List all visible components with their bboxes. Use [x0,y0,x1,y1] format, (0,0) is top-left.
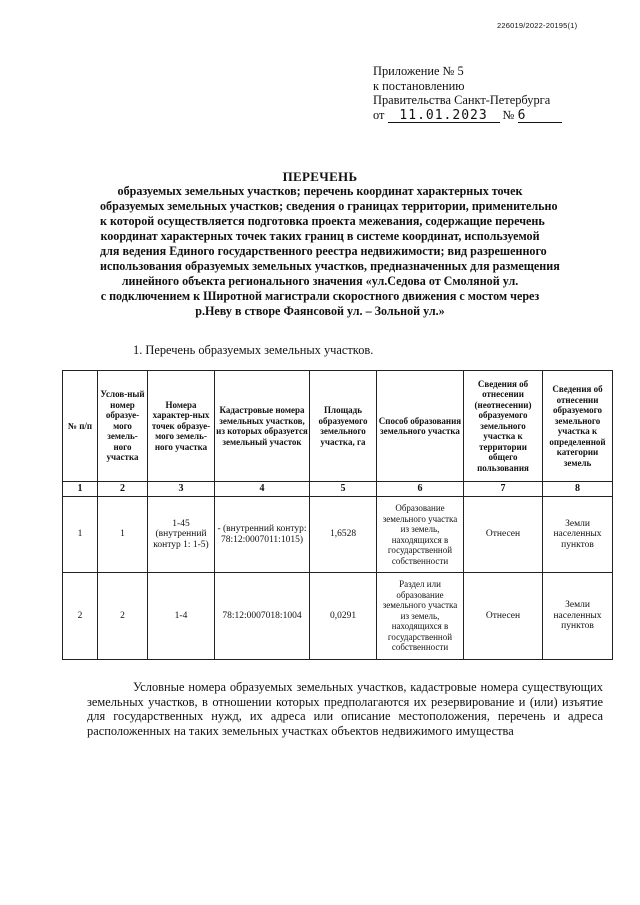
paragraph-text: Условные номера образуемых земельных участков, кадастровые номера существующих земельных участков, в отношении которых предполагаются их резервирование и (или) изъятие для государственных нужд, их адреса или описание местоположения, перечень и адреса расположенных на таких земельных участках объектов недвижимого имущества [87,680,603,738]
date-field [388,109,500,123]
cell-cadastral: 78:12:0007018:1004 [215,573,310,660]
cell-category: Земли населенных пунктов [543,497,613,573]
subtitle-line: координат характерных точек таких границ в системе координат, используемой [100,229,540,244]
land-plots-table [62,370,613,660]
section-heading: 1. Перечень образуемых земельных участков. [133,343,374,357]
column-number: 6 [377,482,464,497]
cell-method: Раздел или образование земельного участка из земель, находящихся в государственной собственности [377,573,464,660]
column-number: 4 [215,482,310,497]
subtitle-line: образуемых земельных участков; сведения о границах территории, применительно [100,199,558,214]
column-number: 7 [464,482,543,497]
cell-conditional-number: 2 [98,573,148,660]
column-header: Сведения об отнесении (неотнесении) образуемого земельного участка к территории общего пользования [464,371,543,482]
cell-public-use: Отнесен [464,573,543,660]
subtitle-line: с подключением к Широтной магистрали скоростного движения с мостом через [100,289,540,304]
column-number: 3 [148,482,215,497]
appendix-line-1: Приложение № 5 [373,64,464,78]
appendix-line-2: к постановлению [373,78,465,93]
column-header: Площадь образуемого земельного участка, га [310,371,377,482]
cell-method: Образование земельного участка из земель, находящихся в государственной собственности [377,497,464,573]
number-label: № [502,107,515,122]
column-number-row [63,482,613,497]
cell-area: 0,0291 [310,573,377,660]
page-title: ПЕРЕЧЕНЬ [282,169,358,184]
subtitle [100,184,560,319]
subtitle-line: образуемых земельных участков; перечень координат характерных точек [117,184,523,198]
cell-conditional-number: 1 [98,497,148,573]
appendix-block [373,64,562,123]
appendix-line-3: Правительства Санкт-Петербурга [373,93,551,107]
subtitle-line: для ведения Единого государственного реестра недвижимости; вид разрешенного [100,244,547,259]
number-value: 6 [517,107,527,123]
cell-number: 2 [63,573,98,660]
table-header-row [63,371,613,482]
from-label: от [373,107,385,122]
cell-cadastral: - (внутренний контур: 78:12:0007011:1015) [215,497,310,573]
subtitle-line: линейного объекта регионального значения «ул.Седова от Смоляной ул. [121,274,519,289]
table-row [63,573,613,660]
column-header: Кадастровые номера земельных участков, из которых образуется земельный участок [215,371,310,482]
cell-points: 1-4 [148,573,215,660]
cell-points: 1-45 (внутренний контур 1: 1-5) [148,497,215,573]
cell-category: Земли населенных пунктов [543,573,613,660]
column-number: 1 [63,482,98,497]
column-header: № п/п [63,371,98,482]
cell-number: 1 [63,497,98,573]
document-id: 226019/2022-20195(1) [497,21,578,30]
number-field [518,109,562,123]
appendix-date-row [373,108,562,123]
subtitle-line: использования образуемых земельных участков, предназначенных для размещения [100,259,560,274]
column-number: 5 [310,482,377,497]
column-header: Номера характер-ных точек образуе-мого земель-ного участка [148,371,215,482]
date-value: 11.01.2023 [399,107,488,123]
subtitle-line: р.Неву в створе Фаянсовой ул. – Зольной ул.» [195,304,445,319]
cell-public-use: Отнесен [464,497,543,573]
column-header: Сведения об отнесении образуемого земельного участка к определенной категории земель [543,371,613,482]
body-paragraph [87,680,603,738]
column-header: Способ образования земельного участка [377,371,464,482]
column-number: 2 [98,482,148,497]
table-row [63,497,613,573]
subtitle-line: к которой осуществляется подготовка проекта межевания, содержащие перечень [100,214,545,229]
column-header: Услов-ный номер образуе-мого земель-ного участка [98,371,148,482]
cell-area: 1,6528 [310,497,377,573]
column-number: 8 [543,482,613,497]
